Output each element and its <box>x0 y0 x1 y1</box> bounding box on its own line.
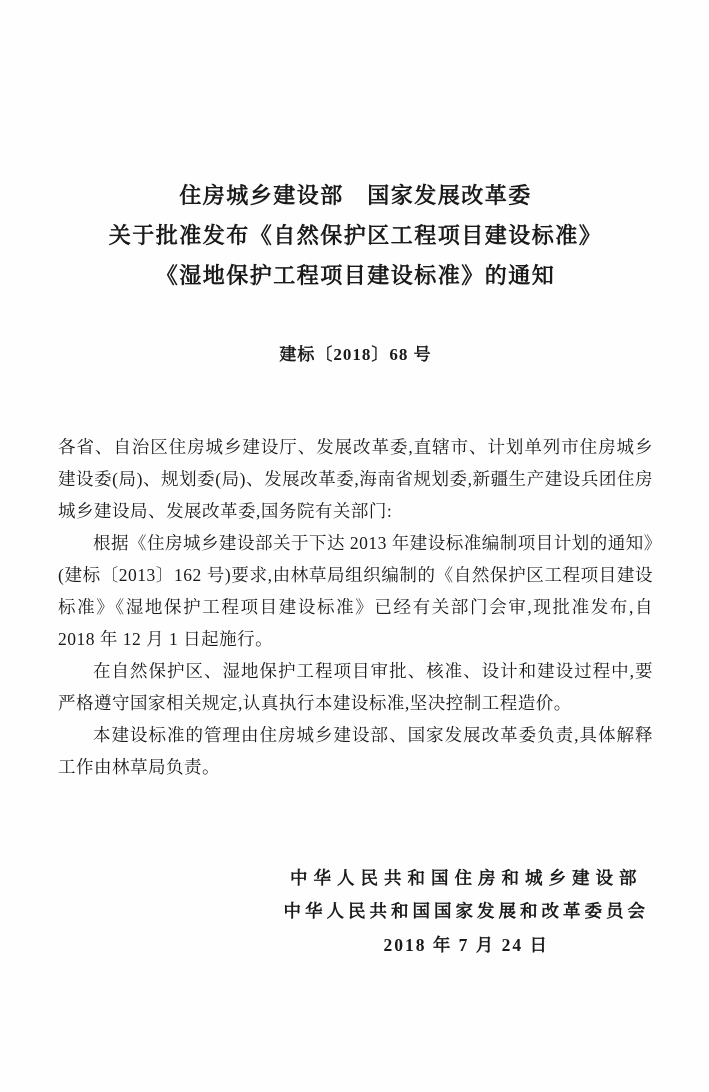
paragraph-addressees: 各省、自治区住房城乡建设厅、发展改革委,直辖市、计划单列市住房城乡建设委(局)、规划委(局)、发展改革委,海南省规划委,新疆生产建设兵团住房城乡建设局、发展改革委,国务院有关部门: <box>58 437 653 521</box>
document-number: 建标〔2018〕68 号 <box>279 345 432 364</box>
signature-block <box>284 862 650 962</box>
title-line-2: 关于批准发布《自然保护区工程项目建设标准》 <box>108 223 603 248</box>
document-title <box>58 176 653 296</box>
paragraph-approval: 根据《住房城乡建设部关于下达 2013 年建设标准编制项目计划的通知》(建标〔2013〕162 号)要求,由林草局组织编制的《自然保护区工程项目建设标准》《湿地保护工程项目建设标准》已经有关部门会审,现批准发布,自 2018 年 12 月 1 日起施行。 <box>58 533 653 649</box>
signature-date: 2018 年 7 月 24 日 <box>383 935 550 955</box>
title-line-1: 住房城乡建设部 国家发展改革委 <box>179 183 532 208</box>
paragraph-requirements: 在自然保护区、湿地保护工程项目审批、核准、设计和建设过程中,要严格遵守国家相关规定,认真执行本建设标准,坚决控制工程造价。 <box>58 661 653 713</box>
document-content <box>58 0 653 783</box>
signature-authority-1: 中华人民共和国住房和城乡建设部 <box>290 868 643 888</box>
title-line-3: 《湿地保护工程项目建设标准》的通知 <box>155 263 556 288</box>
document-body <box>58 431 653 783</box>
signature-authority-2: 中华人民共和国国家发展和改革委员会 <box>283 901 649 921</box>
paragraph-management: 本建设标准的管理由住房城乡建设部、国家发展改革委负责,具体解释工作由林草局负责。 <box>58 725 653 777</box>
